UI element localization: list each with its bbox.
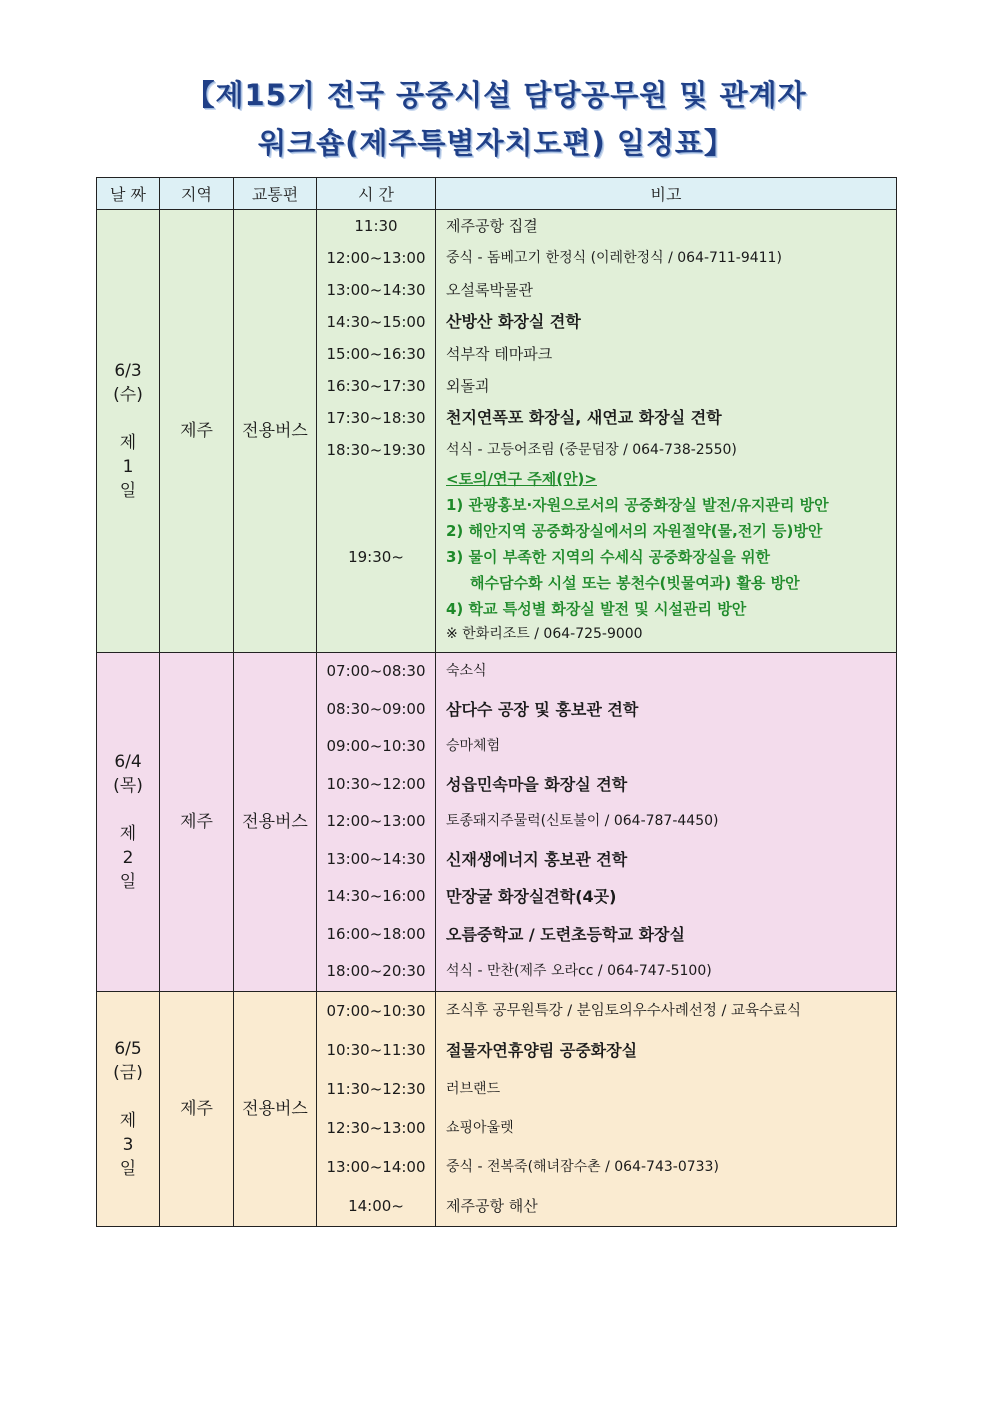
time-cell: 14:30~15:00: [326, 313, 426, 331]
day3-region: 제주: [160, 991, 234, 1226]
time-cell: 11:30: [354, 217, 398, 235]
note-cell: 제주공항 집결: [446, 217, 538, 235]
header-notes: 비고: [436, 178, 897, 210]
day1-transport: 전용버스: [234, 210, 317, 653]
lodging-note: ※ 한화리조트 / 064-725-9000: [446, 626, 643, 642]
day3-transport: 전용버스: [234, 991, 317, 1226]
header-time: 시 간: [317, 178, 436, 210]
day-row-1: [97, 210, 897, 653]
topics-heading: <토의/연구 주제(안)>: [446, 470, 597, 488]
day2-date: 6/4 (목) 제 2 일: [97, 653, 160, 992]
day2-region: 제주: [160, 653, 234, 992]
time-cell: 19:30~: [348, 548, 404, 566]
note-cell: 토종돼지주물럭(신토불이 / 064-787-4450): [446, 813, 719, 829]
day1-notes: [436, 210, 897, 653]
note-cell: 숙소식: [446, 663, 487, 679]
time-cell: 10:30~11:30: [326, 1040, 426, 1059]
time-cell: 10:30~12:00: [326, 774, 426, 793]
time-cell: 15:00~16:30: [326, 345, 426, 363]
note-cell: 러브랜드: [446, 1080, 501, 1097]
note-cell: 쇼핑아울렛: [446, 1119, 514, 1136]
topic-item: 2) 해안지역 공중화장실에서의 자원절약(물,전기 등)방안: [446, 522, 823, 540]
time-cell: 18:00~20:30: [326, 962, 426, 980]
note-cell: 천지연폭포 화장실, 새연교 화장실 견학: [446, 408, 722, 427]
topic-item: 해수담수화 시설 또는 봉천수(빗물여과) 활용 방안: [470, 574, 800, 592]
header-row: [97, 178, 897, 210]
page-title-line2: 워크숍(제주특별자치도편) 일정표】: [258, 126, 734, 160]
day1-region: 제주: [160, 210, 234, 653]
note-cell: 승마체험: [446, 738, 501, 754]
note-cell: 오설록박물관: [446, 281, 533, 299]
time-cell: 07:00~08:30: [326, 662, 426, 680]
time-cell: 13:00~14:30: [326, 281, 426, 299]
note-cell: 석식 - 고등어조림 (중문덤장 / 064-738-2550): [446, 442, 737, 458]
day3-notes: [436, 991, 897, 1226]
time-cell: 16:00~18:00: [326, 924, 426, 943]
note-cell: 중식 - 전복죽(해녀잠수촌 / 064-743-0733): [446, 1158, 719, 1175]
time-cell: 09:00~10:30: [326, 737, 426, 755]
time-cell: 13:00~14:30: [326, 849, 426, 868]
note-cell: 조식후 공무원특강 / 분임토의우수사례선정 / 교육수료식: [446, 1002, 801, 1019]
topic-item: 4) 학교 특성별 화장실 발전 및 시설관리 방안: [446, 600, 747, 618]
day2-notes: [436, 653, 897, 992]
note-cell: 중식 - 돔베고기 한정식 (이레한정식 / 064-711-9411): [446, 250, 782, 266]
note-cell: 절물자연휴양림 공중화장실: [446, 1040, 638, 1060]
time-cell: 07:00~10:30: [326, 1001, 426, 1020]
schedule-table: [96, 177, 897, 1227]
header-transport: 교통편: [234, 178, 317, 210]
time-cell: 14:00~: [348, 1196, 404, 1215]
time-cell: 12:30~13:00: [326, 1118, 426, 1137]
topic-item: 1) 관광홍보·자원으로서의 공중화장실 발전/유지관리 방안: [446, 496, 829, 514]
note-cell: 외돌괴: [446, 377, 490, 395]
day2-transport: 전용버스: [234, 653, 317, 992]
time-cell: 08:30~09:00: [326, 699, 426, 718]
time-cell: 11:30~12:30: [326, 1079, 426, 1098]
day1-times: [317, 210, 436, 653]
time-cell: 13:00~14:00: [326, 1157, 426, 1176]
note-cell: 제주공항 해산: [446, 1196, 538, 1215]
time-cell: 12:00~13:00: [326, 249, 426, 267]
time-cell: 18:30~19:30: [326, 441, 426, 459]
header-date: 날 짜: [97, 178, 160, 210]
note-cell: 석식 - 만찬(제주 오라cc / 064-747-5100): [446, 963, 712, 979]
day-row-2: [97, 653, 897, 992]
page-title-line1: 【제15기 전국 공중시설 담당공무원 및 관계자: [185, 78, 807, 112]
time-cell: 12:00~13:00: [326, 812, 426, 830]
note-cell: 석부작 테마파크: [446, 345, 553, 363]
note-cell: 신재생에너지 홍보관 견학: [446, 849, 628, 869]
note-cell: 산방산 화장실 견학: [446, 312, 581, 331]
time-cell: 17:30~18:30: [326, 409, 426, 427]
note-cell: 만장굴 화장실견학(4곳): [446, 887, 617, 906]
note-cell: 성읍민속마을 화장실 견학: [446, 774, 628, 794]
day2-times: [317, 653, 436, 992]
note-cell: 오름중학교 / 도련초등학교 화장실: [446, 924, 685, 944]
day3-times: [317, 991, 436, 1226]
header-region: 지역: [160, 178, 234, 210]
note-cell: 삼다수 공장 및 홍보관 견학: [446, 699, 639, 719]
time-cell: 14:30~16:00: [326, 887, 426, 905]
discussion-topics: [436, 466, 896, 622]
day3-date: 6/5 (금) 제 3 일: [97, 991, 160, 1226]
day1-date: 6/3 (수) 제 1 일: [97, 210, 160, 653]
day-row-3: [97, 991, 897, 1226]
time-cell: 16:30~17:30: [326, 377, 426, 395]
topic-item: 3) 물이 부족한 지역의 수세식 공중화장실을 위한: [446, 548, 770, 566]
